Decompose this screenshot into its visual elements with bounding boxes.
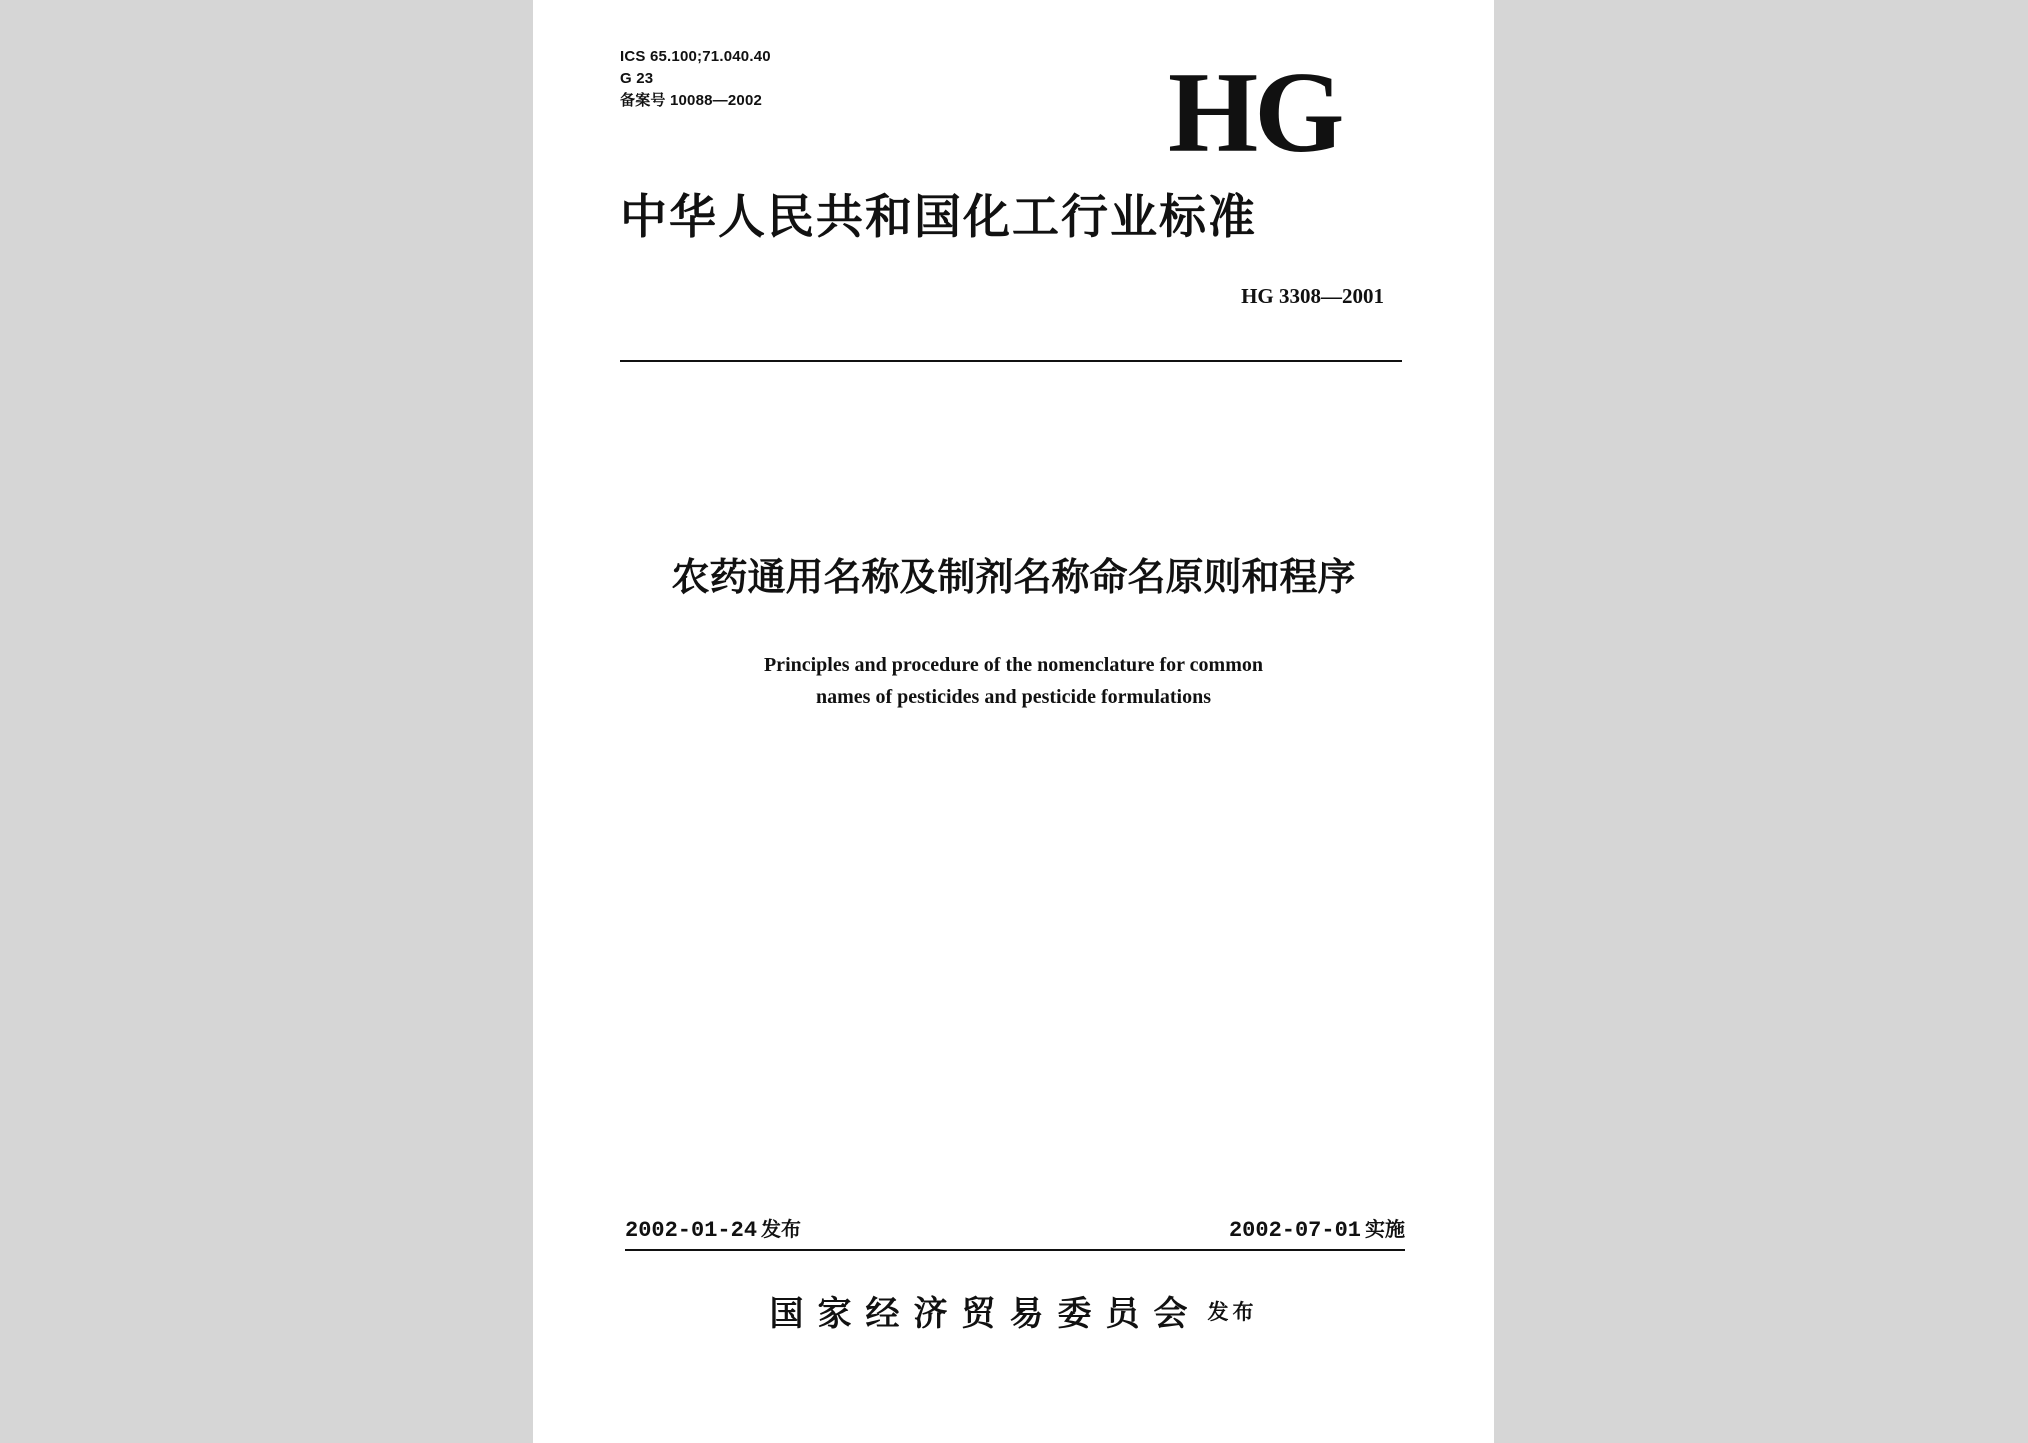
ics-code: ICS 65.100;71.040.40 [620, 48, 771, 65]
document-title-en [533, 649, 1494, 713]
standard-title: 中华人民共和国化工行业标准 [620, 190, 1257, 245]
filing-number: 备案号 10088—2002 [620, 92, 763, 109]
standard-number: HG 3308—2001 [1241, 284, 1384, 308]
class-code: G 23 [620, 70, 654, 87]
publisher-name: 国家经济贸易委员会 [769, 1294, 1202, 1334]
implement-date-block [1229, 1211, 1405, 1249]
implement-date: 2002-07-01 [1228, 1218, 1361, 1243]
date-row [625, 1211, 1405, 1247]
publisher-label: 发布 [1207, 1300, 1258, 1324]
issue-date-block [625, 1211, 801, 1249]
document-page [533, 0, 1494, 1443]
issue-date: 2002-01-24 [625, 1218, 758, 1243]
document-title-cn: 农药通用名称及制剂名称命名原则和程序 [671, 555, 1356, 599]
publisher-line [533, 1286, 1494, 1340]
footer-divider [625, 1249, 1405, 1251]
header-divider [620, 360, 1402, 362]
implement-label: 实施 [1365, 1217, 1405, 1241]
title-en-line-2: names of pesticides and pesticide formulations [816, 686, 1211, 708]
hg-logo: HG [1168, 49, 1341, 177]
issue-label: 发布 [761, 1217, 802, 1241]
title-en-line-1: Principles and procedure of the nomenclature for common [763, 654, 1264, 676]
classification-block [620, 46, 771, 112]
